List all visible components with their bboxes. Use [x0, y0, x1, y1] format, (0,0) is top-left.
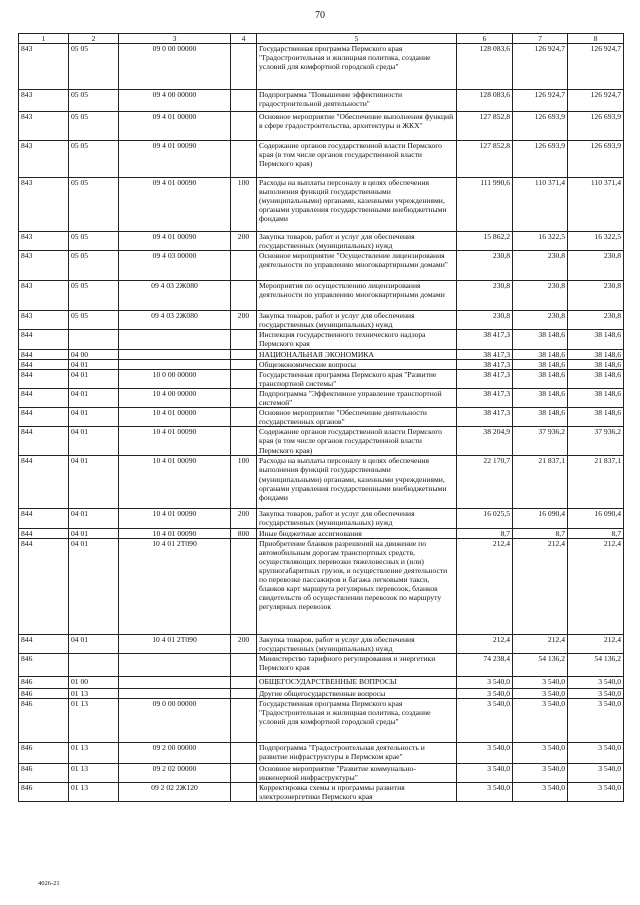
cell-expense-type [231, 251, 257, 281]
cell-section-code: 04 01 [69, 408, 119, 427]
cell-amount-col8: 126 924,7 [568, 90, 624, 112]
cell-amount-col8: 126 693,9 [568, 112, 624, 141]
cell-expense-type [231, 90, 257, 112]
table-body [19, 34, 624, 802]
cell-amount-col7: 16 090,4 [513, 509, 568, 528]
cell-section-code [69, 330, 119, 349]
cell-amount-col6: 3 540,0 [457, 688, 513, 698]
cell-expense-type [231, 427, 257, 456]
cell-description: Инспекция государственного технического надзора Пермского края [257, 330, 457, 349]
cell-expense-type [231, 44, 257, 90]
cell-section-code: 01 13 [69, 742, 119, 763]
cell-amount-col8: 38 148,6 [568, 408, 624, 427]
cell-admin-code: 846 [19, 653, 69, 676]
cell-section-code: 05 05 [69, 232, 119, 251]
cell-description: Закупка товаров, работ и услуг для обеспечения государственных (муниципальных) нужд [257, 232, 457, 251]
cell-section-code: 01 00 [69, 676, 119, 688]
cell-section-code: 04 01 [69, 427, 119, 456]
cell-amount-col6: 8,7 [457, 528, 513, 538]
cell-amount-col6: 74 238,4 [457, 653, 513, 676]
table-row [19, 783, 624, 802]
cell-description: Закупка товаров, работ и услуг для обеспечения государственных (муниципальных) нужд [257, 311, 457, 330]
cell-admin-code: 844 [19, 456, 69, 509]
header-cell: 5 [257, 34, 457, 44]
cell-amount-col8: 230,8 [568, 281, 624, 311]
cell-target-code: 09 2 00 00000 [119, 742, 231, 763]
cell-amount-col8: 3 540,0 [568, 688, 624, 698]
cell-target-code [119, 653, 231, 676]
cell-description: НАЦИОНАЛЬНАЯ ЭКОНОМИКА [257, 349, 457, 359]
cell-expense-type [231, 359, 257, 369]
cell-expense-type: 200 [231, 509, 257, 528]
cell-admin-code: 843 [19, 44, 69, 90]
table-row [19, 369, 624, 388]
cell-amount-col7: 126 924,7 [513, 90, 568, 112]
cell-target-code: 09 2 02 00000 [119, 763, 231, 782]
cell-admin-code: 843 [19, 281, 69, 311]
cell-target-code: 10 4 01 00090 [119, 528, 231, 538]
cell-amount-col7: 3 540,0 [513, 688, 568, 698]
cell-amount-col7: 3 540,0 [513, 698, 568, 742]
cell-description: Содержание органов государственной власти Пермского края (в том числе органов государственной власти Пермского края) [257, 427, 457, 456]
cell-amount-col8: 16 090,4 [568, 509, 624, 528]
cell-target-code: 09 4 01 00090 [119, 141, 231, 178]
table-row [19, 330, 624, 349]
header-cell: 3 [119, 34, 231, 44]
cell-amount-col6: 212,4 [457, 634, 513, 653]
cell-amount-col7: 230,8 [513, 281, 568, 311]
cell-description: Иные бюджетные ассигнования [257, 528, 457, 538]
cell-target-code: 10 4 01 2Т090 [119, 538, 231, 634]
cell-amount-col8: 230,8 [568, 251, 624, 281]
header-cell: 1 [19, 34, 69, 44]
cell-expense-type [231, 538, 257, 634]
cell-section-code: 05 05 [69, 281, 119, 311]
cell-amount-col7: 3 540,0 [513, 742, 568, 763]
cell-target-code: 09 0 00 00000 [119, 44, 231, 90]
cell-section-code: 04 01 [69, 369, 119, 388]
cell-expense-type [231, 141, 257, 178]
cell-amount-col8: 21 837,1 [568, 456, 624, 509]
cell-section-code: 04 01 [69, 528, 119, 538]
cell-expense-type [231, 349, 257, 359]
table-row [19, 44, 624, 90]
cell-amount-col8: 110 371,4 [568, 178, 624, 232]
cell-target-code: 10 0 00 00000 [119, 369, 231, 388]
header-cell: 2 [69, 34, 119, 44]
table-row [19, 538, 624, 634]
cell-description: Другие общегосударственные вопросы [257, 688, 457, 698]
cell-target-code [119, 349, 231, 359]
cell-amount-col7: 3 540,0 [513, 763, 568, 782]
cell-admin-code: 844 [19, 427, 69, 456]
cell-amount-col6: 127 852,8 [457, 112, 513, 141]
cell-amount-col6: 128 083,6 [457, 44, 513, 90]
cell-admin-code: 844 [19, 388, 69, 407]
cell-amount-col6: 230,8 [457, 251, 513, 281]
cell-target-code [119, 688, 231, 698]
cell-admin-code: 846 [19, 763, 69, 782]
cell-amount-col6: 230,8 [457, 281, 513, 311]
cell-description: Подпрограмма "Повышение эффективности градостроительной деятельности" [257, 90, 457, 112]
cell-target-code: 10 4 01 2Т090 [119, 634, 231, 653]
table-row [19, 408, 624, 427]
cell-admin-code: 846 [19, 698, 69, 742]
cell-amount-col8: 38 148,6 [568, 388, 624, 407]
cell-expense-type [231, 688, 257, 698]
cell-amount-col8: 3 540,0 [568, 763, 624, 782]
cell-section-code: 04 01 [69, 538, 119, 634]
cell-amount-col7: 38 148,6 [513, 388, 568, 407]
cell-description: Подпрограмма "Градостроительная деятельность и развитие инфраструктуры в Пермском крае" [257, 742, 457, 763]
cell-amount-col7: 38 148,6 [513, 369, 568, 388]
cell-target-code: 09 4 01 00090 [119, 232, 231, 251]
table-row [19, 349, 624, 359]
cell-description: Подпрограмма "Эффективное управление транспортной системой" [257, 388, 457, 407]
budget-table-container [18, 33, 623, 802]
cell-description: Закупка товаров, работ и услуг для обеспечения государственных (муниципальных) нужд [257, 634, 457, 653]
cell-target-code: 09 4 03 2Ж080 [119, 311, 231, 330]
cell-amount-col8: 212,4 [568, 538, 624, 634]
cell-amount-col6: 127 852,8 [457, 141, 513, 178]
cell-amount-col6: 38 417,3 [457, 330, 513, 349]
cell-target-code [119, 330, 231, 349]
cell-section-code: 01 13 [69, 783, 119, 802]
table-row [19, 509, 624, 528]
cell-admin-code: 843 [19, 251, 69, 281]
cell-amount-col6: 38 417,3 [457, 388, 513, 407]
cell-target-code: 10 4 01 00090 [119, 427, 231, 456]
cell-target-code: 10 4 01 00090 [119, 509, 231, 528]
cell-admin-code: 843 [19, 232, 69, 251]
cell-admin-code: 846 [19, 676, 69, 688]
cell-admin-code: 844 [19, 538, 69, 634]
cell-expense-type: 200 [231, 232, 257, 251]
cell-target-code [119, 676, 231, 688]
header-cell: 8 [568, 34, 624, 44]
cell-amount-col7: 110 371,4 [513, 178, 568, 232]
cell-amount-col7: 126 924,7 [513, 44, 568, 90]
cell-target-code: 09 0 00 00000 [119, 698, 231, 742]
table-row [19, 359, 624, 369]
cell-expense-type [231, 330, 257, 349]
cell-amount-col8: 38 148,6 [568, 359, 624, 369]
cell-description: Государственная программа Пермского края "Развитие транспортной системы" [257, 369, 457, 388]
document-code: 4026-21 [38, 880, 60, 887]
cell-amount-col6: 230,8 [457, 311, 513, 330]
cell-section-code: 01 13 [69, 698, 119, 742]
cell-expense-type: 800 [231, 528, 257, 538]
table-row [19, 456, 624, 509]
cell-section-code: 05 05 [69, 251, 119, 281]
table-header-row [19, 34, 624, 44]
cell-amount-col8: 16 322,5 [568, 232, 624, 251]
cell-target-code: 10 4 01 00090 [119, 456, 231, 509]
cell-section-code: 05 05 [69, 141, 119, 178]
cell-section-code: 05 05 [69, 44, 119, 90]
cell-expense-type [231, 653, 257, 676]
cell-description: Министерство тарифного регулирования и энергетики Пермского края [257, 653, 457, 676]
cell-section-code: 01 13 [69, 763, 119, 782]
cell-amount-col6: 3 540,0 [457, 783, 513, 802]
cell-expense-type [231, 369, 257, 388]
cell-target-code: 10 4 00 00000 [119, 388, 231, 407]
table-row [19, 141, 624, 178]
header-cell: 4 [231, 34, 257, 44]
cell-amount-col8: 38 148,6 [568, 369, 624, 388]
cell-section-code: 04 01 [69, 456, 119, 509]
cell-expense-type [231, 783, 257, 802]
cell-amount-col8: 37 936,2 [568, 427, 624, 456]
cell-section-code: 05 05 [69, 311, 119, 330]
cell-section-code: 04 01 [69, 359, 119, 369]
cell-amount-col7: 21 837,1 [513, 456, 568, 509]
cell-amount-col7: 212,4 [513, 634, 568, 653]
cell-amount-col6: 16 025,5 [457, 509, 513, 528]
cell-description: Корректировка схемы и программы развития электроэнергетики Пермского края [257, 783, 457, 802]
cell-section-code: 05 05 [69, 112, 119, 141]
cell-expense-type [231, 112, 257, 141]
cell-description: Закупка товаров, работ и услуг для обеспечения государственных (муниципальных) нужд [257, 509, 457, 528]
cell-description: Расходы на выплаты персоналу в целях обеспечения выполнения функций государственными (муниципальными) органами, казенными учреждениями, органами управления государственными внебюджетными фондами [257, 456, 457, 509]
cell-amount-col7: 8,7 [513, 528, 568, 538]
cell-admin-code: 843 [19, 90, 69, 112]
cell-expense-type [231, 763, 257, 782]
cell-description: Основное мероприятие "Осуществление лицензирования деятельности по управлению многоквартирными домами" [257, 251, 457, 281]
table-row [19, 676, 624, 688]
cell-amount-col8: 38 148,6 [568, 349, 624, 359]
cell-section-code: 04 00 [69, 349, 119, 359]
header-cell: 7 [513, 34, 568, 44]
cell-description: Содержание органов государственной власти Пермского края (в том числе органов государственной власти Пермского края) [257, 141, 457, 178]
cell-admin-code: 844 [19, 330, 69, 349]
cell-target-code: 09 4 00 00000 [119, 90, 231, 112]
cell-amount-col7: 3 540,0 [513, 783, 568, 802]
cell-section-code: 04 01 [69, 388, 119, 407]
budget-table [18, 33, 624, 802]
cell-amount-col8: 38 148,6 [568, 330, 624, 349]
cell-target-code: 09 4 03 00000 [119, 251, 231, 281]
cell-amount-col7: 126 693,9 [513, 141, 568, 178]
cell-admin-code: 843 [19, 112, 69, 141]
cell-expense-type [231, 676, 257, 688]
table-row [19, 688, 624, 698]
cell-amount-col7: 38 148,6 [513, 408, 568, 427]
cell-admin-code: 843 [19, 311, 69, 330]
cell-section-code: 05 05 [69, 178, 119, 232]
cell-description: Общеэкономические вопросы [257, 359, 457, 369]
cell-amount-col7: 230,8 [513, 251, 568, 281]
table-row [19, 178, 624, 232]
cell-amount-col7: 37 936,2 [513, 427, 568, 456]
cell-section-code [69, 653, 119, 676]
table-row [19, 112, 624, 141]
cell-section-code: 01 13 [69, 688, 119, 698]
cell-amount-col6: 15 862,2 [457, 232, 513, 251]
cell-description: Основное мероприятие "Развитие коммунально-инженерной инфраструктуры" [257, 763, 457, 782]
cell-admin-code: 844 [19, 528, 69, 538]
cell-amount-col8: 3 540,0 [568, 698, 624, 742]
cell-target-code [119, 359, 231, 369]
cell-admin-code: 844 [19, 634, 69, 653]
cell-admin-code: 844 [19, 408, 69, 427]
cell-amount-col6: 3 540,0 [457, 676, 513, 688]
cell-amount-col6: 3 540,0 [457, 742, 513, 763]
cell-admin-code: 846 [19, 742, 69, 763]
cell-section-code: 04 01 [69, 509, 119, 528]
table-row [19, 634, 624, 653]
table-row [19, 763, 624, 782]
cell-target-code: 09 2 02 2Ж120 [119, 783, 231, 802]
cell-description: Основное мероприятие "Обеспечение выполнения функций в сфере градостроительства, архитектуры и ЖКХ" [257, 112, 457, 141]
cell-amount-col6: 38 417,3 [457, 359, 513, 369]
cell-expense-type [231, 742, 257, 763]
cell-description: Основное мероприятие "Обеспечение деятельности государственных органов" [257, 408, 457, 427]
cell-amount-col7: 38 148,6 [513, 330, 568, 349]
cell-amount-col7: 212,4 [513, 538, 568, 634]
cell-expense-type: 100 [231, 456, 257, 509]
cell-target-code: 09 4 01 00000 [119, 112, 231, 141]
header-cell: 6 [457, 34, 513, 44]
cell-amount-col7: 16 322,5 [513, 232, 568, 251]
cell-admin-code: 844 [19, 369, 69, 388]
cell-amount-col6: 128 083,6 [457, 90, 513, 112]
cell-target-code: 10 4 01 00000 [119, 408, 231, 427]
cell-amount-col8: 54 136,2 [568, 653, 624, 676]
cell-expense-type [231, 408, 257, 427]
cell-target-code: 09 4 03 2Ж080 [119, 281, 231, 311]
cell-amount-col8: 3 540,0 [568, 783, 624, 802]
cell-admin-code: 846 [19, 688, 69, 698]
table-row [19, 427, 624, 456]
page-number: 70 [315, 10, 325, 21]
cell-section-code: 05 05 [69, 90, 119, 112]
cell-admin-code: 846 [19, 783, 69, 802]
cell-amount-col8: 230,8 [568, 311, 624, 330]
cell-amount-col8: 212,4 [568, 634, 624, 653]
cell-amount-col6: 22 170,7 [457, 456, 513, 509]
table-row [19, 698, 624, 742]
cell-amount-col6: 111 990,6 [457, 178, 513, 232]
table-row [19, 388, 624, 407]
cell-section-code: 04 01 [69, 634, 119, 653]
cell-description: ОБЩЕГОСУДАРСТВЕННЫЕ ВОПРОСЫ [257, 676, 457, 688]
cell-amount-col8: 126 693,9 [568, 141, 624, 178]
cell-target-code: 09 4 01 00090 [119, 178, 231, 232]
cell-expense-type: 100 [231, 178, 257, 232]
cell-amount-col6: 38 417,3 [457, 349, 513, 359]
table-row [19, 90, 624, 112]
cell-amount-col7: 230,8 [513, 311, 568, 330]
cell-expense-type: 200 [231, 311, 257, 330]
cell-description: Приобретение бланков разрешений на движение по автомобильным дорогам транспортных средств, осуществляющих перевозки тяжеловесных и (или) крупногабаритных грузов, и осуществление деятельности по перевозке пассажиров и багажа легковыми такси, бланков карт маршрута регулярных перевозок, бланков свидетельств об осуществлении перевозок по маршруту регулярных перевозок [257, 538, 457, 634]
cell-admin-code: 843 [19, 178, 69, 232]
cell-expense-type [231, 281, 257, 311]
cell-amount-col6: 3 540,0 [457, 763, 513, 782]
cell-amount-col8: 3 540,0 [568, 676, 624, 688]
cell-amount-col6: 38 417,3 [457, 369, 513, 388]
table-row [19, 742, 624, 763]
cell-amount-col7: 38 148,6 [513, 349, 568, 359]
cell-expense-type [231, 698, 257, 742]
cell-amount-col7: 126 693,9 [513, 112, 568, 141]
table-row [19, 232, 624, 251]
cell-admin-code: 843 [19, 141, 69, 178]
cell-amount-col8: 3 540,0 [568, 742, 624, 763]
cell-description: Расходы на выплаты персоналу в целях обеспечения выполнения функций государственными (муниципальными) органами, казенными учреждениями, органами управления государственными внебюджетными фондами [257, 178, 457, 232]
cell-expense-type: 200 [231, 634, 257, 653]
cell-description: Государственная программа Пермского края "Градостроительная и жилищная политика, создание условий для комфортной городской среды" [257, 44, 457, 90]
cell-amount-col8: 126 924,7 [568, 44, 624, 90]
cell-admin-code: 844 [19, 509, 69, 528]
cell-amount-col7: 38 148,6 [513, 359, 568, 369]
cell-amount-col6: 3 540,0 [457, 698, 513, 742]
table-row [19, 653, 624, 676]
cell-description: Государственная программа Пермского края "Градостроительная и жилищная политика, создание условий для комфортной городской среды" [257, 698, 457, 742]
table-row [19, 281, 624, 311]
table-row [19, 251, 624, 281]
cell-amount-col7: 54 136,2 [513, 653, 568, 676]
cell-amount-col6: 38 417,3 [457, 408, 513, 427]
cell-amount-col6: 38 204,9 [457, 427, 513, 456]
cell-admin-code: 844 [19, 349, 69, 359]
cell-admin-code: 844 [19, 359, 69, 369]
cell-amount-col8: 8,7 [568, 528, 624, 538]
cell-expense-type [231, 388, 257, 407]
table-row [19, 311, 624, 330]
cell-amount-col6: 212,4 [457, 538, 513, 634]
cell-amount-col7: 3 540,0 [513, 676, 568, 688]
cell-description: Мероприятия по осуществлению лицензирования деятельности по управлению многоквартирными домами [257, 281, 457, 311]
table-row [19, 528, 624, 538]
